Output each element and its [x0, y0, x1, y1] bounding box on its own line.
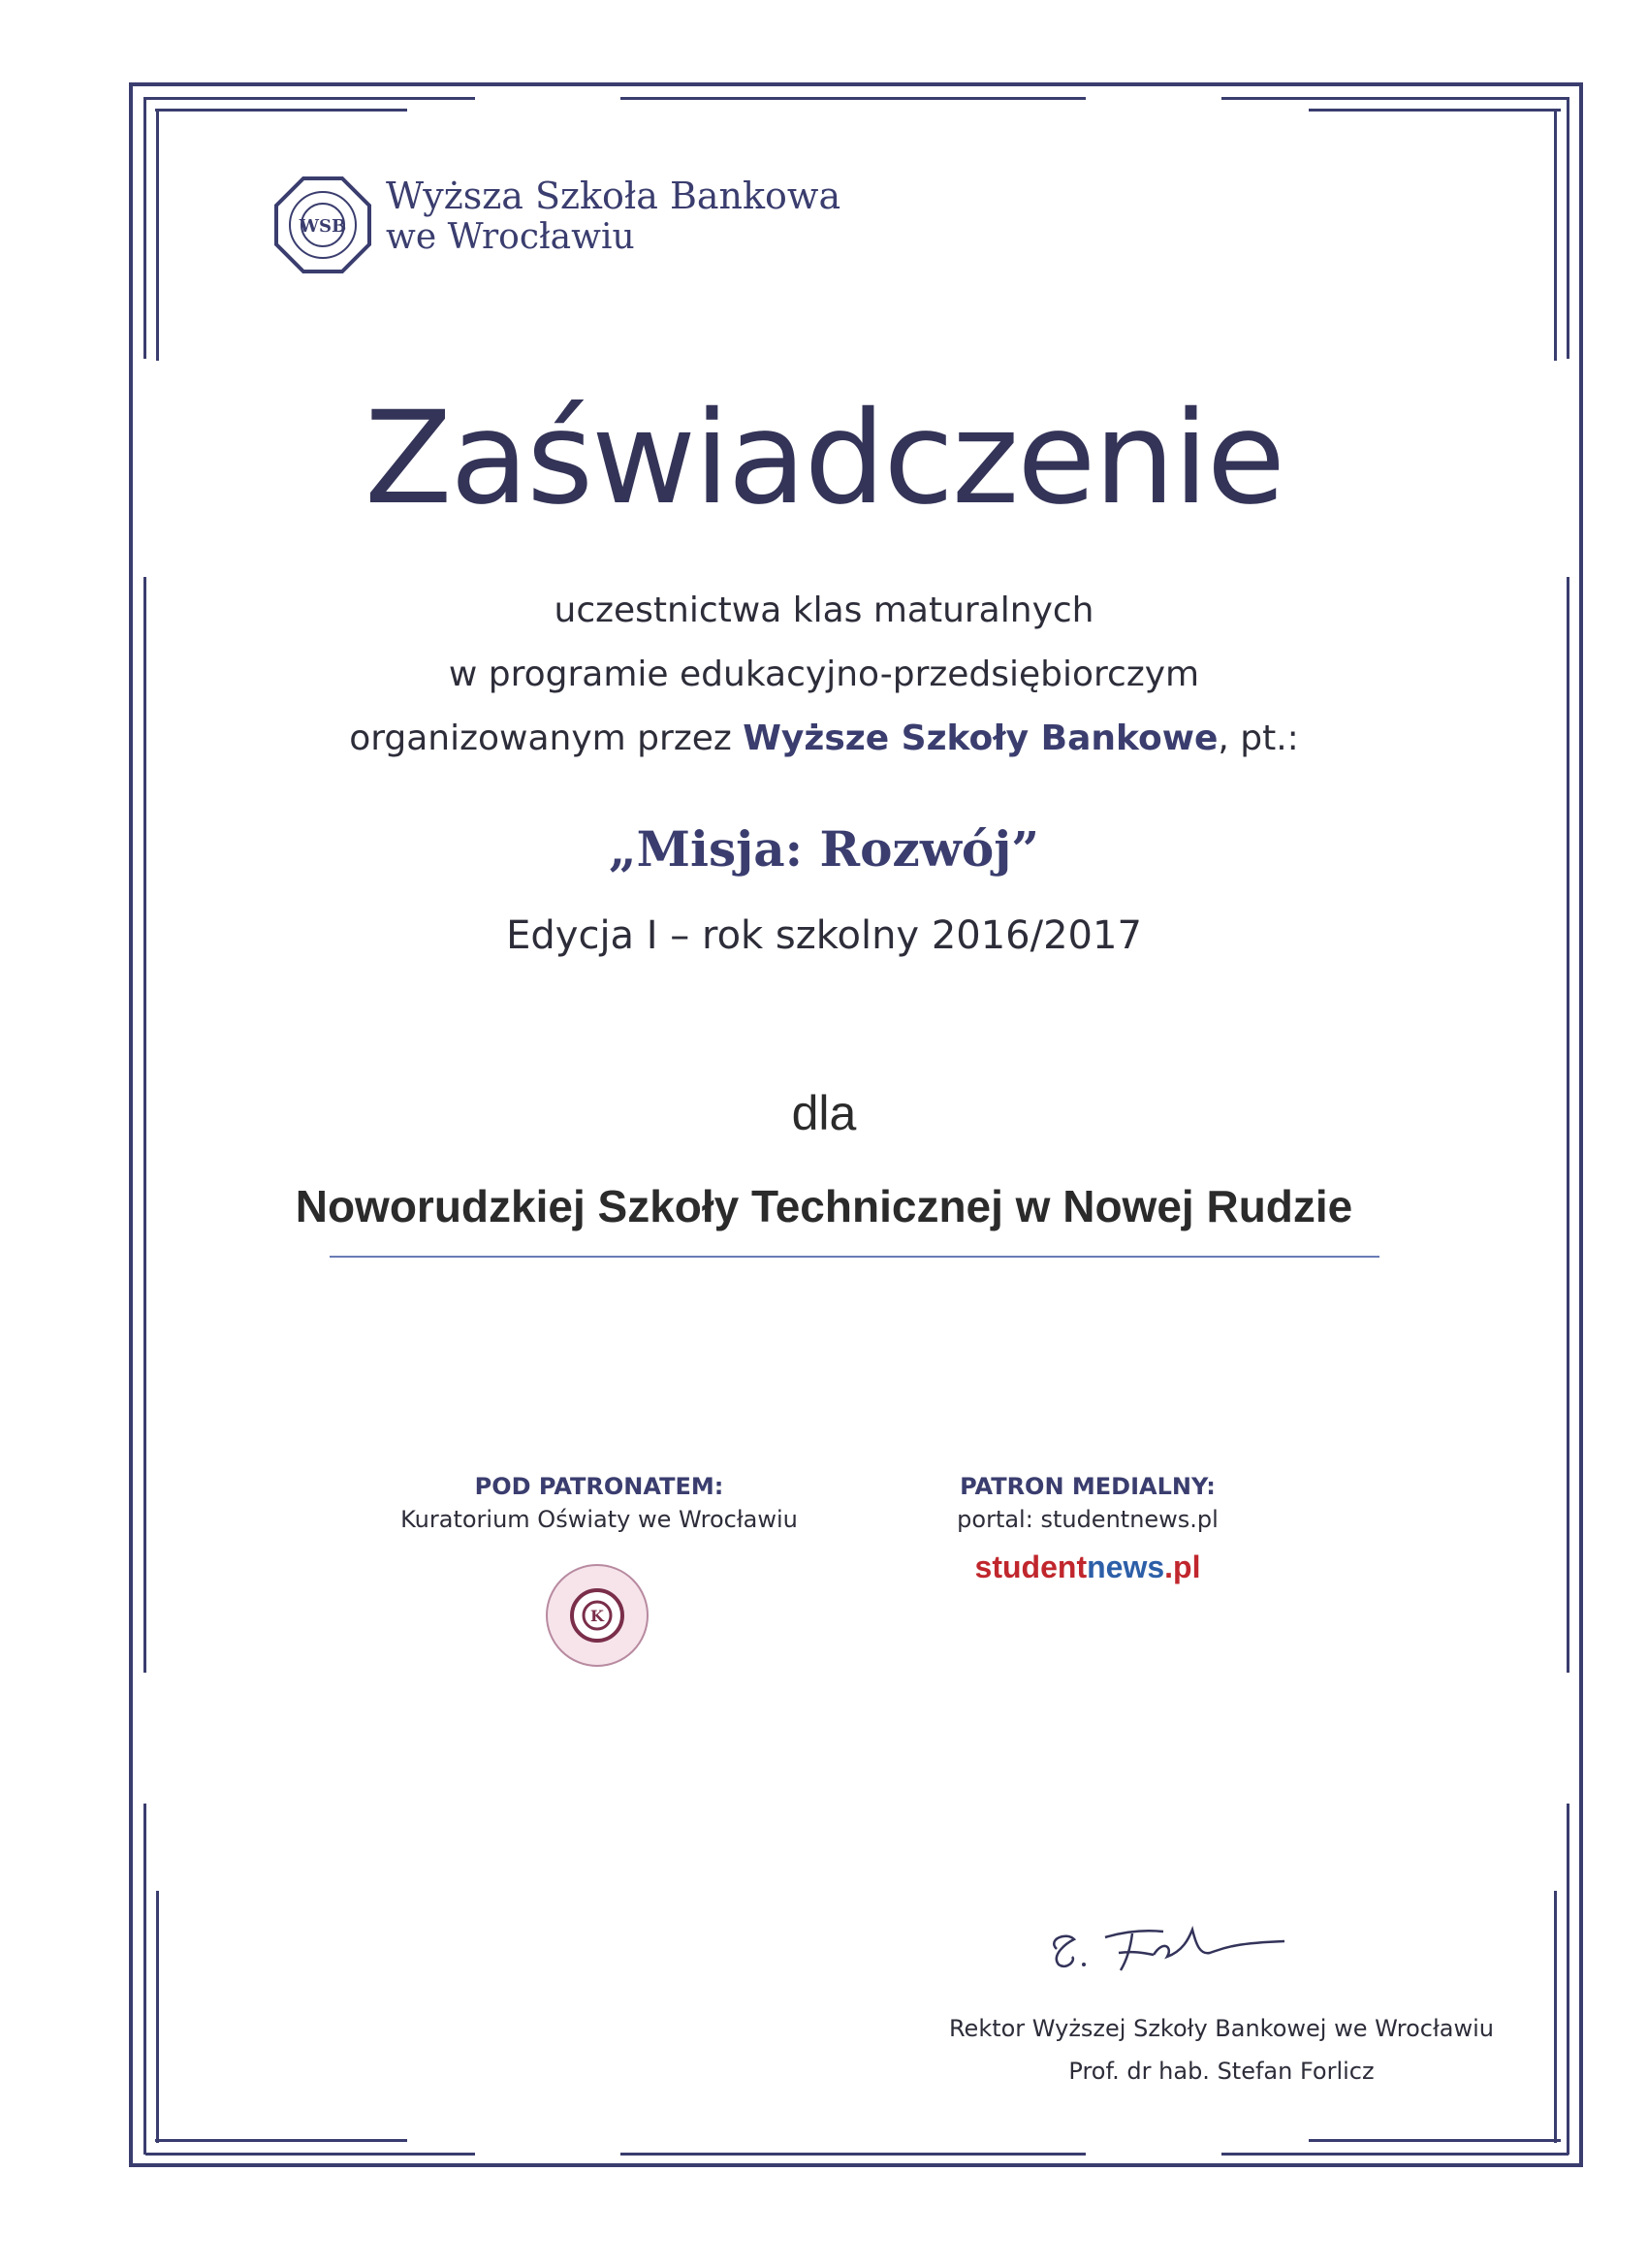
certificate-title: Zaświadczenie — [364, 384, 1284, 533]
media-patron-heading: PATRON MEDIALNY: — [960, 1473, 1216, 1500]
organizer-name: Wyższe Szkoły Bankowe — [743, 719, 1219, 758]
patronage-heading: POD PATRONATEM: — [474, 1473, 724, 1500]
svg-text:WSB: WSB — [299, 216, 347, 237]
subtitle-line-2: w programie edukacyjno-przedsiębiorczym — [448, 655, 1200, 694]
program-name: „Misja: Rozwój” — [608, 820, 1040, 878]
svg-text:K: K — [590, 1607, 604, 1625]
institution-line-2: we Wrocławiu — [386, 217, 635, 257]
edition-line: Edycja I – rok szkolny 2016/2017 — [506, 913, 1142, 958]
signatory-name: Prof. dr hab. Stefan Forlicz — [1068, 2058, 1375, 2085]
signatory-title: Rektor Wyższej Szkoły Bankowej we Wrocławiu — [948, 2015, 1495, 2042]
institution-line-1: Wyższa Szkoła Bankowa — [386, 175, 841, 217]
signatory-block — [853, 2007, 1590, 2092]
patronage-name: Kuratorium Oświaty we Wrocławiu — [400, 1506, 798, 1533]
subtitle-line-1: uczestnictwa klas maturalnych — [554, 591, 1094, 630]
media-patron-name: portal: studentnews.pl — [957, 1506, 1219, 1533]
handwritten-signature — [1037, 1910, 1299, 1988]
wsb-emblem-icon — [274, 176, 371, 273]
studentnews-logo: studentnews.pl — [974, 1549, 1201, 1584]
institution-name — [386, 175, 840, 258]
organizer-prefix: organizowanym przez — [349, 719, 744, 758]
recipient-name: Noworudzkiej Szkoły Technicznej w Nowej Rudzie — [295, 1181, 1353, 1231]
recipient-underline — [330, 1256, 1379, 1258]
for-label: dla — [791, 1086, 857, 1140]
organizer-suffix: , pt.: — [1218, 719, 1299, 758]
media-patron-block — [855, 1470, 1320, 1536]
patronage-block — [366, 1470, 832, 1536]
subtitle-line-3 — [0, 719, 1648, 758]
kuratorium-seal-icon — [543, 1561, 651, 1670]
